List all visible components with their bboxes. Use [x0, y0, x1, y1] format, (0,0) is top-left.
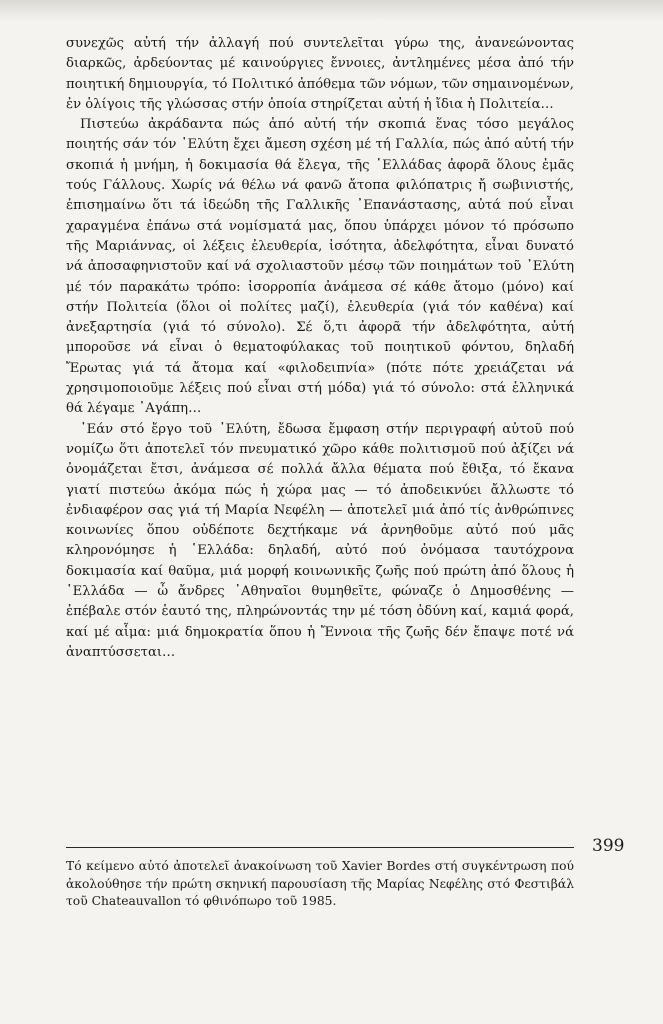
paragraph-2: Πιστεύω ἀκράδαντα πώς ἀπό αὐτή τήν σκοπιά ἕνας τόσο μεγάλος ποιητής σάν τόν ᾿Ελύτη ἔχει ἄμεση σχέση μέ τή Γαλλία, πώς ἀπό αὐτή τήν σκοπιά ἡ μνήμη, ἡ δοκιμασία θά ἔλεγα, τῆς ῾Ελλάδας ἀφορᾶ ὅλους ἐμᾶς τούς Γάλλους. Χωρίς νά θέλω νά φανῶ ἄτοπα φιλόπατρις ἤ σωβινιστής, ἐπισημαίνω ὅτι τά ἰδεώδη τῆς Γαλλικῆς ᾿Επανάστασης, αὐτά πού εἶναι χαραγμένα ἐπάνω στά νομίσματά μας, ὅπου ὑπάρχει μόνον τό πρόσωπο τῆς Μαριάννας, οἱ λέξεις ἐλευθερία, ἰσότητα, ἀδελφότητα, εἶναι δυνατό νά ἀποσαφηνιστοῦν καί νά σχολιαστοῦν μέσῳ τῶν ποιημάτων τοῦ ᾿Ελύτη μέ τόν παρακάτω τρόπο: ἰσορροπία ἀνάμεσα σέ κάθε ἄτομο (μόνο) καί στήν Πολιτεία (ὅλοι οἱ πολίτες μαζί), ἐλευθερία (γιά τόν καθένα) καί ἀνεξαρτησία (γιά τό σύνολο). Σέ ὅ,τι ἀφορᾶ τήν ἀδελφότητα, αὐτή μποροῦσε νά εἶναι ὁ θεματοφύλακας τοῦ ποιητικοῦ φόντου, δηλαδή Ἔρωτας γιά τά ἄτομα καί «φιλοδειπνία» (πότε πότε χρειάζεται νά χρησιμοποιοῦμε λέξεις πού εἶναι στή μόδα) γιά τό σύνολο: στά ἑλληνικά θά λέγαμε ᾿Αγάπη… — [66, 117, 574, 417]
paragraph-1: συνεχῶς αὐτή τήν ἀλλαγή πού συντελεῖται γύρω της, ἀνανεώνοντας διαρκῶς, ἀρδεύοντας μέ καινούργιες ἔννοιες, ἀντλημένες μέσα ἀπό τήν ποιητική δημιουργία, τό Πολιτικό ἀπόθεμα τῶν νόμων, τῶν σημαινομένων, ἐν ὀλίγοις τῆς γλώσσας στήν ὁποία στηρίζεται αὐτή ἡ ἴδια ἡ Πολιτεία… — [66, 36, 574, 112]
body-text — [66, 34, 574, 663]
page-number: 399 — [592, 836, 625, 856]
footnote-divider — [66, 847, 574, 848]
footnote-text: Τό κείμενο αὐτό ἀποτελεῖ ἀνακοίνωση τοῦ Xavier Bordes στή συγκέντρωση πού ἀκολούθησε τήν πρώτη σκηνική παρουσίαση τῆς Μαρίας Νεφέλης στό Φεστιβάλ τοῦ Chateauvallon τό φθινόπωρο τοῦ 1985. — [66, 859, 574, 908]
paragraph-3: ᾿Εάν στό ἔργο τοῦ ᾿Ελύτη, ἔδωσα ἔμφαση στήν περιγραφή αὐτοῦ πού νομίζω ὅτι ἀποτελεῖ τόν πνευματικό χῶρο κάθε πολιτισμοῦ πού ἀξίζει νά ὀνομάζεται ἔτσι, ἀνάμεσα σέ πολλά ἄλλα θέματα πού ἔθιξα, τό ἔκανα γιατί πιστεύω ἀκόμα πώς ἡ χώρα μας — τό ἀποδεικνύει ἄλλωστε τό ἐνδιαφέρον σας γιά τή Μαρία Νεφέλη — ἀποτελεῖ μιά ἀπό τίς ἀνθρώπινες κοινωνίες ὅπου οὐδέποτε δεχτήκαμε νά ἀρνηθοῦμε αὐτό πού μᾶς κληρονόμησε ἡ ῾Ελλάδα: δηλαδή, αὐτό πού ὀνόμασα ταυτόχρονα δοκιμασία καί θαῦμα, μιά μορφή κοινωνικῆς ζωῆς πού πρώτη ἀπό ὅλους ἡ ῾Ελλάδα — ὦ ἄνδρες ᾿Αθηναῖοι θυμηθεῖτε, φώναζε ὁ Δημοσθένης — ἐπέβαλε στόν ἑαυτό της, πληρώνοντάς την μέ τόση ὀδύνη καί, καμιά φορά, καί μέ αἷμα: μιά δημοκρατία ὅπου ἡ Ἔννοια τῆς ζωῆς δέν ἔπαψε ποτέ νά ἀναπτύσσεται… — [66, 421, 574, 660]
page-top-edge — [0, 0, 663, 22]
footnote — [66, 858, 574, 911]
